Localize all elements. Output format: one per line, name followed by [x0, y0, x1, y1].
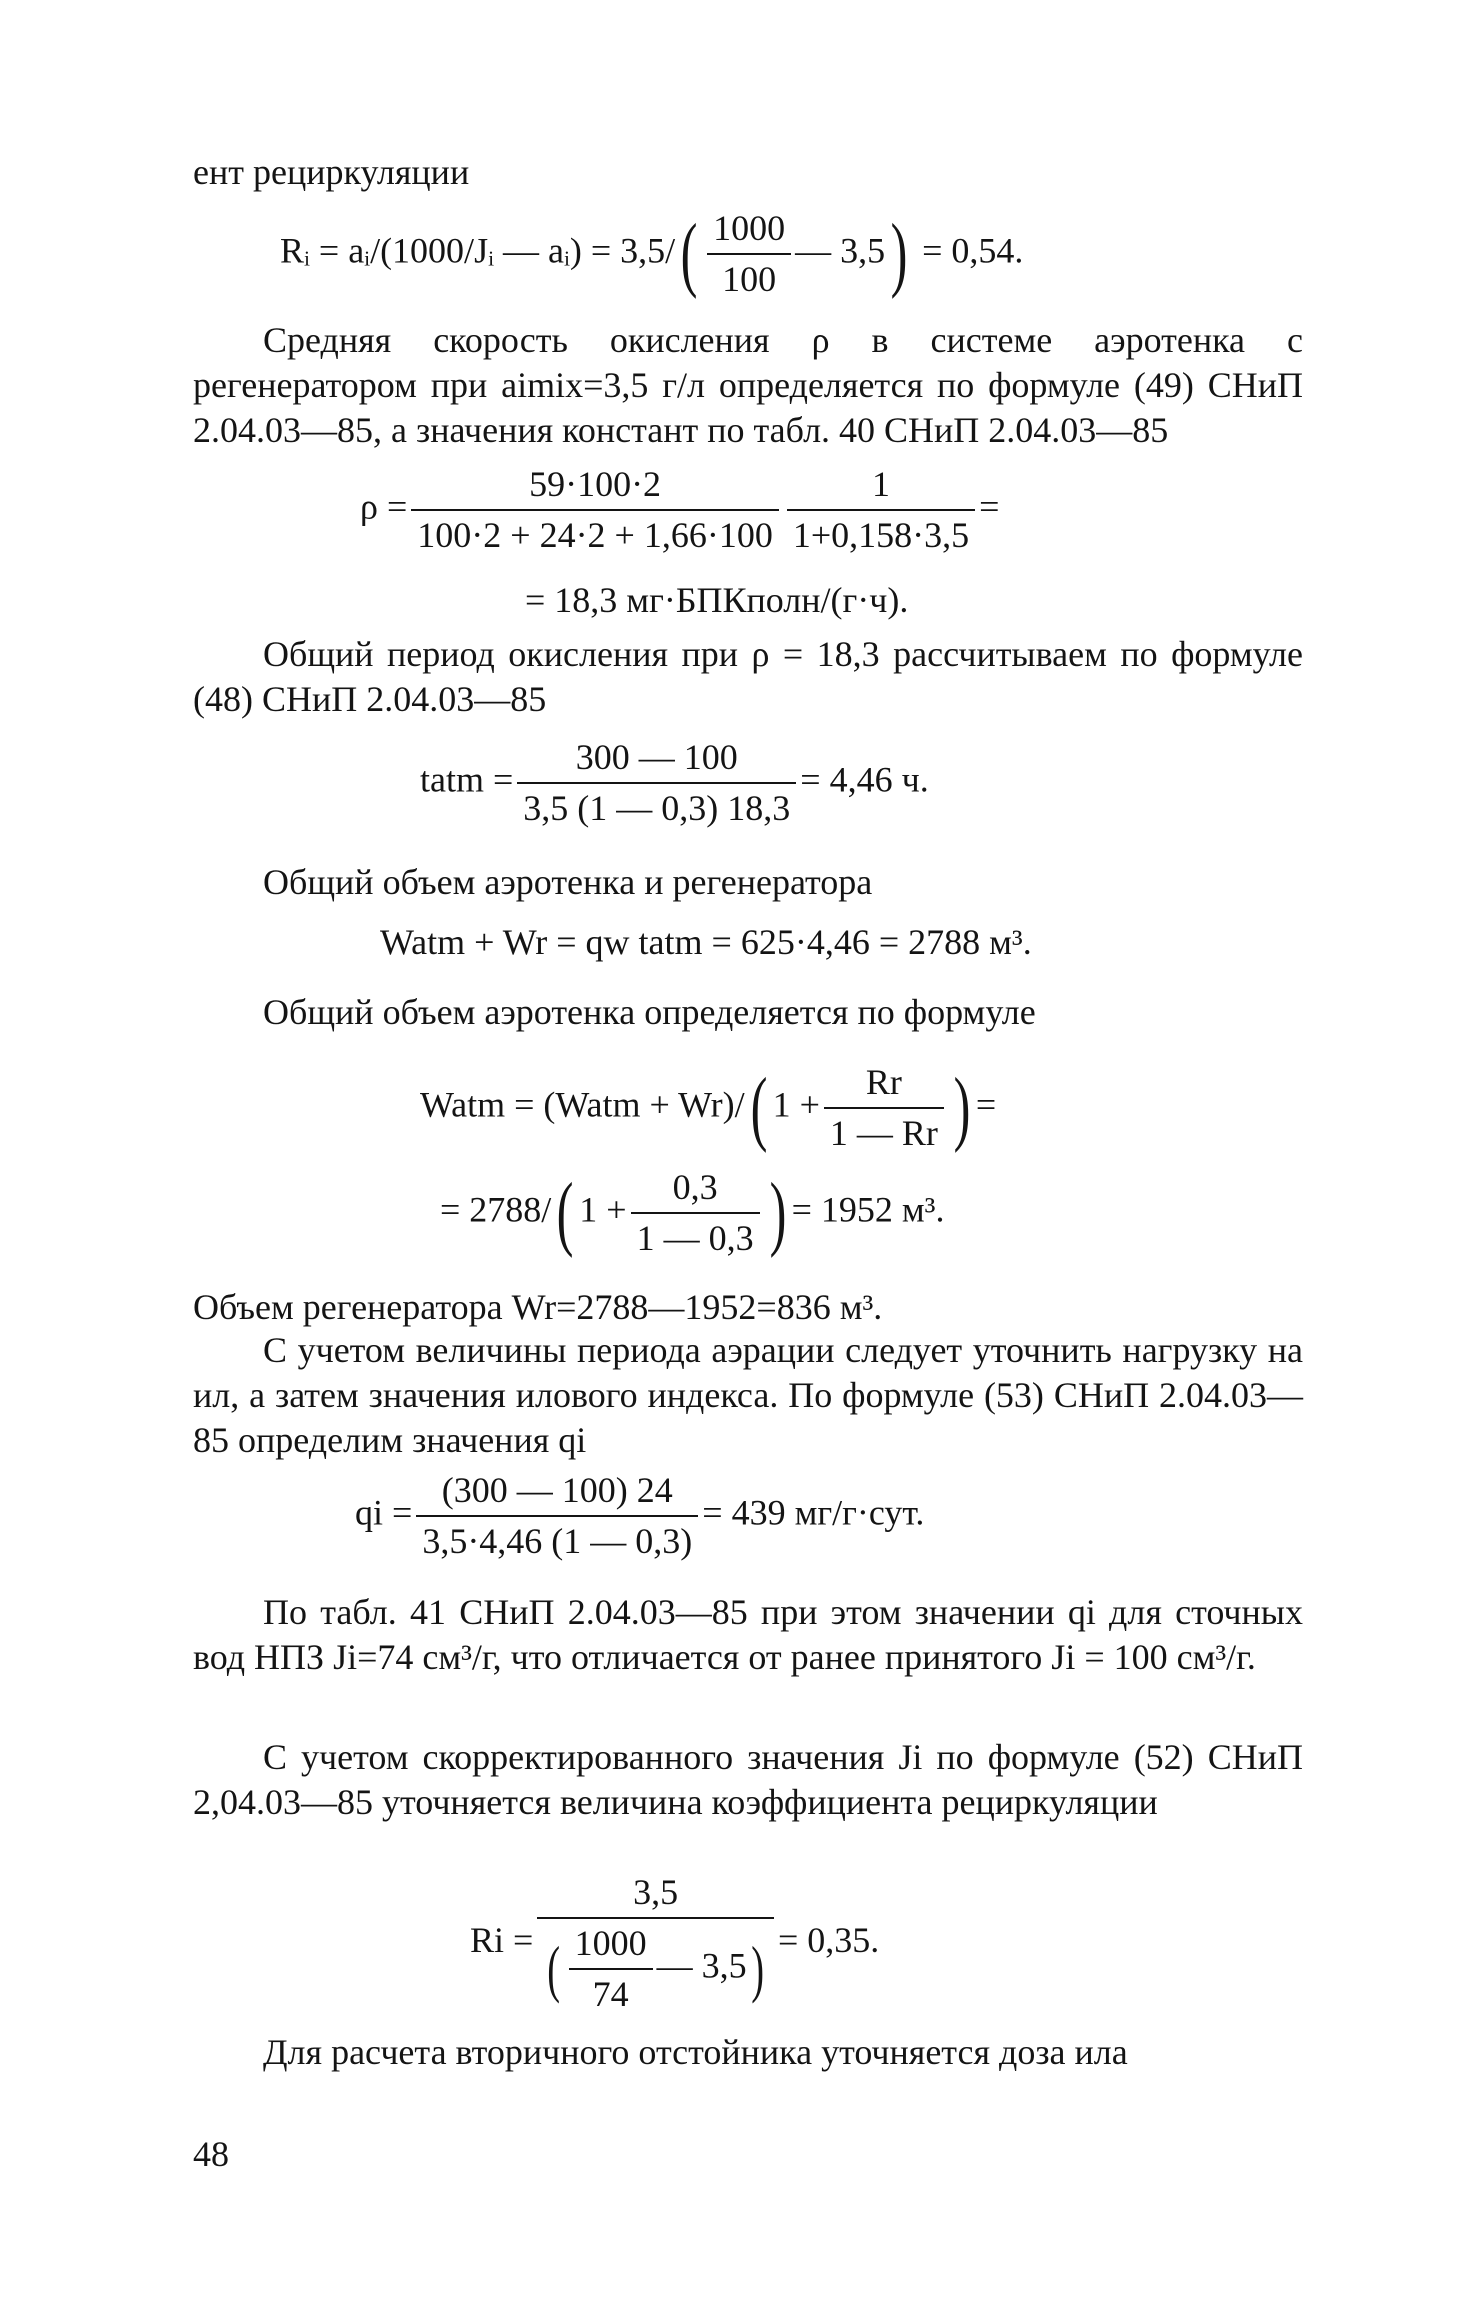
eq6-fraction	[416, 1468, 698, 1564]
eq2-numerator-2: 1	[787, 462, 975, 511]
eq5-l2-result: = 1952 м³.	[791, 1189, 945, 1230]
eq5-l2-lhs: = 2788/	[440, 1189, 552, 1230]
paragraph-4: Общий объем аэротенка определяется по формуле	[263, 992, 1036, 1032]
eq2-denominator-1: 100·2 + 24·2 + 1,66·100	[417, 515, 773, 555]
eq1-tail: — 3,5	[795, 230, 886, 271]
paren-close: )	[953, 1061, 971, 1154]
equation-2-line-2: = 18,3 мг·БПКполн/(г·ч).	[525, 580, 909, 620]
eq5-one: 1 +	[772, 1084, 820, 1125]
eq7-inner-denominator: 74	[592, 1974, 629, 2014]
eq5-l2-one: 1 +	[579, 1189, 627, 1230]
paragraph-2: Общий период окисления при ρ = 18,3 рассчитываем по формуле (48) СНиП 2.04.03—85	[193, 634, 1303, 719]
eq2-equals: =	[979, 486, 1000, 527]
equation-5-line-2	[440, 1165, 944, 1261]
eq7-inner-tail: — 3,5	[656, 1945, 747, 1986]
eq7-inner-fraction	[569, 1921, 653, 2017]
eq3-result: = 4,46 ч.	[800, 759, 929, 800]
eq1-lhs: Rᵢ = aᵢ/(1000/Jᵢ — aᵢ) = 3,5/	[280, 230, 676, 271]
eq5-denominator: 1 — Rr	[829, 1113, 938, 1153]
paragraph-3: Общий объем аэротенка и регенератора	[263, 862, 873, 902]
paragraph-7: По табл. 41 СНиП 2.04.03—85 при этом значении qi для сточных вод НПЗ Ji=74 см³/г, что отличается от ранее принятого Ji = 100 см³/г.	[193, 1592, 1303, 1677]
eq5-l2-denominator: 1 — 0,3	[636, 1218, 754, 1258]
paren-open: (	[680, 207, 698, 300]
eq5-equals: =	[975, 1084, 997, 1125]
eq5-lhs: Watm = (Watm + Wr)/	[420, 1084, 745, 1125]
eq2-denominator-2: 1+0,158·3,5	[792, 515, 970, 555]
paragraph-8: С учетом скорректированного значения Ji по формуле (52) СНиП 2,04.03—85 уточняется величина коэффициента рециркуляции	[193, 1737, 1303, 1822]
eq2-fraction-1	[411, 462, 779, 558]
equation-5	[420, 1060, 996, 1156]
equation-1	[280, 206, 1023, 302]
paren-close: )	[769, 1166, 786, 1259]
eq5-l2-fraction	[631, 1165, 760, 1261]
eq3-numerator: 300 — 100	[517, 735, 796, 784]
eq1-numerator: 1000	[707, 206, 791, 255]
paren-open: (	[547, 1933, 561, 2004]
equation-7	[470, 1870, 879, 2017]
paren-open: (	[750, 1061, 768, 1154]
eq5-numerator: Rr	[824, 1060, 944, 1109]
paren-close: )	[890, 207, 908, 300]
eq5-fraction	[824, 1060, 944, 1156]
eq7-inner-numerator: 1000	[569, 1921, 653, 1970]
paragraph-6: С учетом величины периода аэрации следует уточнить нагрузку на ил, а затем значения илового индекса. По формуле (53) СНиП 2.04.03—85 определим значения qi	[193, 1330, 1303, 1460]
equation-4: Watm + Wr = qw tatm = 625·4,46 = 2788 м³.	[380, 922, 1032, 962]
equation-2	[360, 462, 999, 558]
eq2-numerator-1: 59·100·2	[411, 462, 779, 511]
text-line-top: ент рециркуляции	[193, 152, 470, 192]
eq7-numerator: 3,5	[537, 1870, 774, 1919]
page-number: 48	[193, 2134, 229, 2174]
eq6-lhs: qi =	[355, 1492, 413, 1533]
eq7-result: = 0,35.	[777, 1919, 880, 1960]
eq6-numerator: (300 — 100) 24	[416, 1468, 698, 1517]
eq7-denominator	[537, 1919, 774, 2017]
paragraph-5: Объем регенератора Wr=2788—1952=836 м³.	[193, 1287, 883, 1327]
eq5-l2-numerator: 0,3	[631, 1165, 760, 1214]
equation-6	[355, 1468, 924, 1564]
eq7-fraction	[537, 1870, 774, 2017]
paragraph-9: Для расчета вторичного отстойника уточняется доза ила	[263, 2032, 1128, 2072]
eq6-denominator: 3,5·4,46 (1 — 0,3)	[422, 1521, 693, 1561]
paren-open: (	[556, 1166, 574, 1259]
eq7-lhs: Ri =	[470, 1919, 534, 1960]
eq2-lhs: ρ =	[360, 486, 408, 527]
eq1-denominator: 100	[722, 259, 777, 299]
equation-3	[420, 735, 929, 831]
eq1-result: = 0,54.	[922, 230, 1024, 271]
eq1-fraction	[707, 206, 791, 302]
eq3-lhs: tatm =	[420, 759, 514, 800]
paren-close: )	[750, 1933, 764, 2004]
eq2-fraction-2	[787, 462, 975, 558]
eq3-fraction	[517, 735, 796, 831]
paragraph-1: Средняя скорость окисления ρ в системе аэротенка с регенератором при aimix=3,5 г/л определяется по формуле (49) СНиП 2.04.03—85, а значения констант по табл. 40 СНиП 2.04.03—85	[193, 320, 1303, 450]
eq3-denominator: 3,5 (1 — 0,3) 18,3	[523, 788, 791, 828]
eq6-result: = 439 мг/г·сут.	[702, 1492, 925, 1533]
